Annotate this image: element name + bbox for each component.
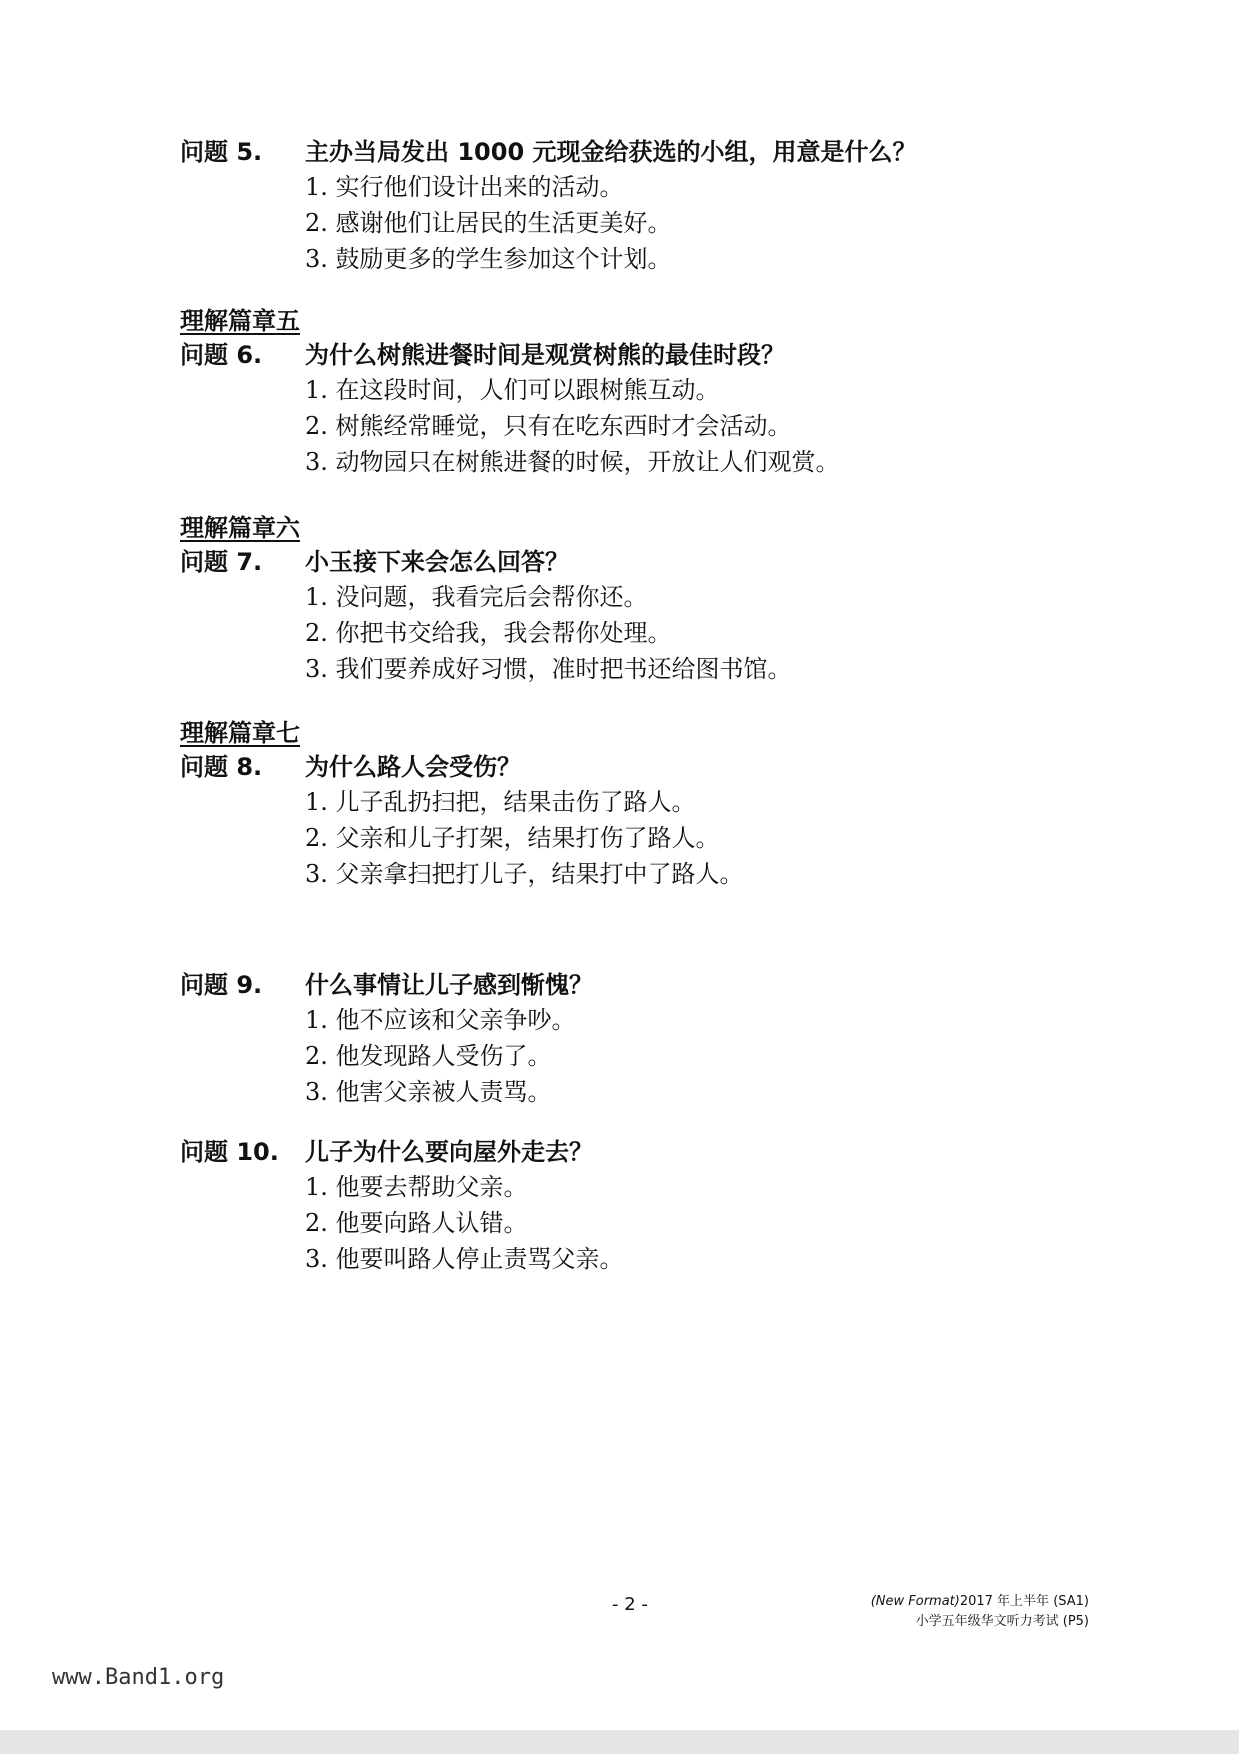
answer-option: 3. 鼓励更多的学生参加这个计划。	[305, 245, 672, 273]
question-text: 主办当局发出 1000 元现金给获选的小组，用意是什么？	[305, 138, 917, 166]
answer-option: 2. 你把书交给我，我会帮你处理。	[305, 619, 672, 647]
format-label: (New Format)	[870, 1594, 960, 1609]
question-text: 小玉接下来会怎么回答？	[305, 548, 569, 576]
scan-edge	[0, 1730, 1239, 1754]
answer-option: 3. 他害父亲被人责骂。	[305, 1078, 552, 1106]
question-text: 什么事情让儿子感到惭愧？	[305, 971, 593, 999]
question-label: 问题 7.	[180, 548, 263, 576]
answer-option: 3. 父亲拿扫把打儿子，结果打中了路人。	[305, 860, 744, 888]
question-text: 为什么路人会受伤？	[305, 753, 521, 781]
question-block-7	[180, 513, 1140, 687]
question-label: 问题 6.	[180, 341, 263, 369]
section-title: 理解篇章六	[180, 514, 300, 542]
question-block-5	[180, 135, 1140, 277]
exam-term: 2017 年上半年 (SA1)	[959, 1594, 1089, 1609]
question-block-8	[180, 718, 1140, 892]
answer-option: 3. 动物园只在树熊进餐的时候，开放让人们观赏。	[305, 448, 840, 476]
section-title: 理解篇章五	[180, 307, 300, 335]
question-label: 问题 10.	[180, 1138, 279, 1166]
answer-option: 1. 儿子乱扔扫把，结果击伤了路人。	[305, 788, 696, 816]
answer-option: 1. 在这段时间，人们可以跟树熊互动。	[305, 376, 720, 404]
page-number: - 2 -	[612, 1594, 648, 1615]
answer-option: 1. 没问题，我看完后会帮你还。	[305, 583, 648, 611]
answer-option: 2. 感谢他们让居民的生活更美好。	[305, 209, 672, 237]
question-text: 儿子为什么要向屋外走去？	[305, 1138, 593, 1166]
answer-option: 1. 实行他们设计出来的活动。	[305, 173, 624, 201]
question-block-9	[180, 968, 1140, 1110]
section-title: 理解篇章七	[180, 719, 300, 747]
exam-info	[871, 1592, 1089, 1632]
exam-title: 小学五年级华文听力考试 (P5)	[915, 1614, 1089, 1629]
question-label: 问题 8.	[180, 753, 263, 781]
question-text: 为什么树熊进餐时间是观赏树熊的最佳时段？	[305, 341, 785, 369]
answer-option: 1. 他要去帮助父亲。	[305, 1173, 528, 1201]
question-block-6	[180, 306, 1140, 480]
answer-option: 3. 我们要养成好习惯，准时把书还给图书馆。	[305, 655, 792, 683]
answer-option: 3. 他要叫路人停止责骂父亲。	[305, 1245, 624, 1273]
question-label: 问题 9.	[180, 971, 263, 999]
answer-option: 2. 他发现路人受伤了。	[305, 1042, 552, 1070]
answer-option: 2. 父亲和儿子打架，结果打伤了路人。	[305, 824, 720, 852]
answer-option: 2. 树熊经常睡觉，只有在吃东西时才会活动。	[305, 412, 792, 440]
answer-option: 1. 他不应该和父亲争吵。	[305, 1006, 576, 1034]
question-block-10	[180, 1135, 1140, 1277]
watermark-url: www.Band1.org	[52, 1665, 225, 1690]
question-label: 问题 5.	[180, 138, 263, 166]
answer-option: 2. 他要向路人认错。	[305, 1209, 528, 1237]
